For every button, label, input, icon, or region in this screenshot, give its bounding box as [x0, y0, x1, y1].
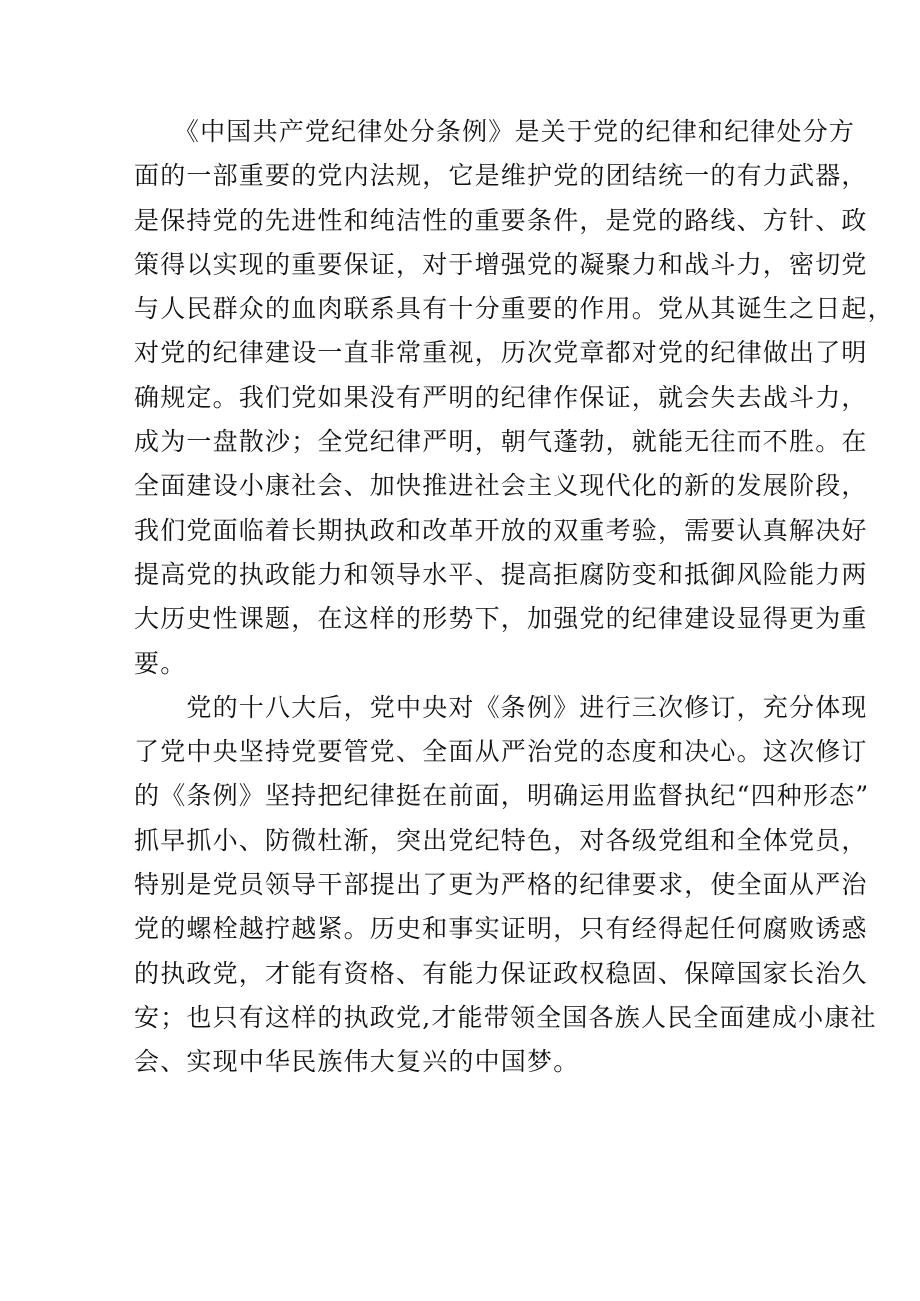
text-line: 党的螺栓越拧越紧。历史和事实证明，只有经得起任何腐败诱惑	[134, 914, 868, 944]
paragraph-2	[134, 686, 877, 1085]
text-line: 了党中央坚持党要管党、全面从严治党的态度和决心。这次修订	[134, 737, 868, 767]
text-line: 的《条例》坚持把纪律挺在前面，明确运用监督执纪“四种形态”	[134, 781, 870, 811]
text-line: 提高党的执政能力和领导水平、提高拒腐防变和抵御风险能力两	[134, 559, 868, 589]
text-line: 的执政党，才能有资格、有能力保证政权稳固、保障国家长治久	[134, 958, 868, 988]
text-line: 全面建设小康社会、加快推进社会主义现代化的新的发展阶段，	[134, 471, 868, 501]
text-line: 与人民群众的血肉联系具有十分重要的作用。党从其诞生之日起，	[134, 294, 894, 324]
text-line: 大历史性课题，在这样的形势下，加强党的纪律建设显得更为重	[134, 604, 868, 634]
text-line: 确规定。我们党如果没有严明的纪律作保证，就会失去战斗力，	[134, 382, 868, 412]
text-line: 策得以实现的重要保证，对于增强党的凝聚力和战斗力，密切党	[134, 249, 868, 279]
text-line: 《中国共产党纪律处分条例》是关于党的纪律和纪律处分方	[134, 117, 856, 146]
paragraph-1	[134, 110, 894, 686]
text-line: 要。	[134, 648, 187, 678]
document-body	[134, 110, 894, 1085]
text-line: 成为一盘散沙；全党纪律严明，朝气蓬勃，就能无往而不胜。在	[134, 427, 868, 457]
text-line: 是保持党的先进性和纯洁性的重要条件，是党的路线、方针、政	[134, 205, 868, 235]
text-line: 面的一部重要的党内法规，它是维护党的团结统一的有力武器，	[134, 161, 868, 191]
text-line: 会、实现中华民族伟大复兴的中国梦。	[134, 1047, 580, 1077]
text-line: 我们党面临着长期执政和改革开放的双重考验，需要认真解决好	[134, 515, 868, 545]
text-line: 特别是党员领导干部提出了更为严格的纪律要求，使全面从严治	[134, 870, 868, 900]
text-line: 抓早抓小、防微杜渐，突出党纪特色，对各级党组和全体党员，	[134, 825, 868, 855]
text-line: 安；也只有这样的执政党,才能带领全国各族人民全面建成小康社	[134, 1002, 877, 1032]
text-line: 党的十八大后，党中央对《条例》进行三次修订，充分体现	[134, 692, 868, 722]
text-line: 对党的纪律建设一直非常重视，历次党章都对党的纪律做出了明	[134, 338, 868, 368]
